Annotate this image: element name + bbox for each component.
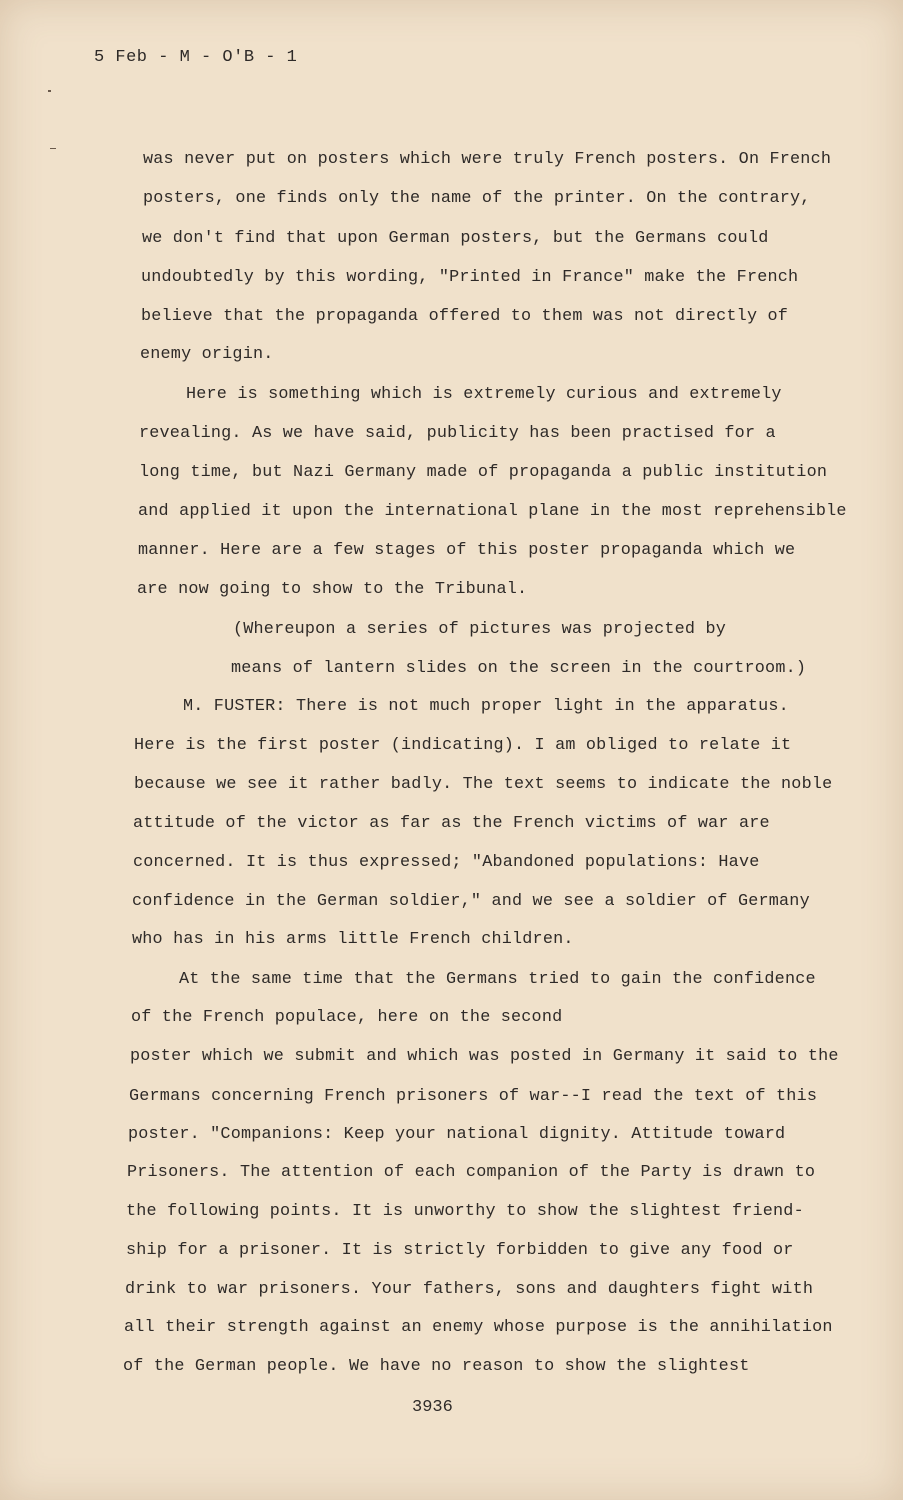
speaker-line: M. FUSTER: There is not much proper light in the apparatus. <box>183 697 789 716</box>
text-line: concerned. It is thus expressed; "Abandoned populations: Have <box>133 853 760 872</box>
stage-direction: means of lantern slides on the screen in the courtroom.) <box>231 659 807 678</box>
text-line: Germans concerning French prisoners of war--I read the text of this <box>129 1087 818 1106</box>
text-line: we don't find that upon German posters, but the Germans could <box>142 229 769 248</box>
text-line: ship for a prisoner. It is strictly forbidden to give any food or <box>126 1241 794 1260</box>
text-line: posters, one finds only the name of the printer. On the contrary, <box>143 189 811 208</box>
text-line: are now going to show to the Tribunal. <box>137 580 528 599</box>
text-line: At the same time that the Germans tried to gain the confidence <box>179 970 816 989</box>
text-line: of the German people. We have no reason to show the slightest <box>123 1357 750 1376</box>
text-line: believe that the propaganda offered to them was not directly of <box>141 307 789 326</box>
text-line: attitude of the victor as far as the French victims of war are <box>133 814 770 833</box>
text-line: who has in his arms little French children. <box>132 930 574 949</box>
text-line: manner. Here are a few stages of this poster propaganda which we <box>138 541 796 560</box>
text-line: poster. "Companions: Keep your national dignity. Attitude toward <box>128 1125 786 1144</box>
text-line: long time, but Nazi Germany made of propaganda a public institution <box>139 463 828 482</box>
stray-mark <box>50 148 56 149</box>
text-line: Here is the first poster (indicating). I am obliged to relate it <box>134 736 792 755</box>
text-line: Prisoners. The attention of each companion of the Party is drawn to <box>127 1163 816 1182</box>
text-line: the following points. It is unworthy to show the slightest friend- <box>126 1202 804 1221</box>
text-line: poster which we submit and which was posted in Germany it said to the <box>130 1047 839 1066</box>
text-line: and applied it upon the international plane in the most reprehensible <box>138 502 847 521</box>
text-line: undoubtedly by this wording, "Printed in France" make the French <box>141 268 799 287</box>
text-line: drink to war prisoners. Your fathers, sons and daughters fight with <box>125 1280 814 1299</box>
text-line: was never put on posters which were truly French posters. On French <box>143 150 832 169</box>
text-line: enemy origin. <box>140 345 274 364</box>
stray-mark <box>48 90 51 92</box>
text-line: of the French populace, here on the second <box>131 1008 563 1027</box>
text-line: confidence in the German soldier," and we see a soldier of Germany <box>132 892 810 911</box>
text-line: Here is something which is extremely curious and extremely <box>186 385 782 404</box>
text-line: because we see it rather badly. The text seems to indicate the noble <box>134 775 833 794</box>
page-number: 3936 <box>412 1398 453 1417</box>
text-line: all their strength against an enemy whose purpose is the annihilation <box>124 1318 833 1337</box>
page-header-reference: 5 Feb - M - O'B - 1 <box>94 48 298 67</box>
stage-direction: (Whereupon a series of pictures was projected by <box>233 620 726 639</box>
text-line: revealing. As we have said, publicity has been practised for a <box>139 424 776 443</box>
